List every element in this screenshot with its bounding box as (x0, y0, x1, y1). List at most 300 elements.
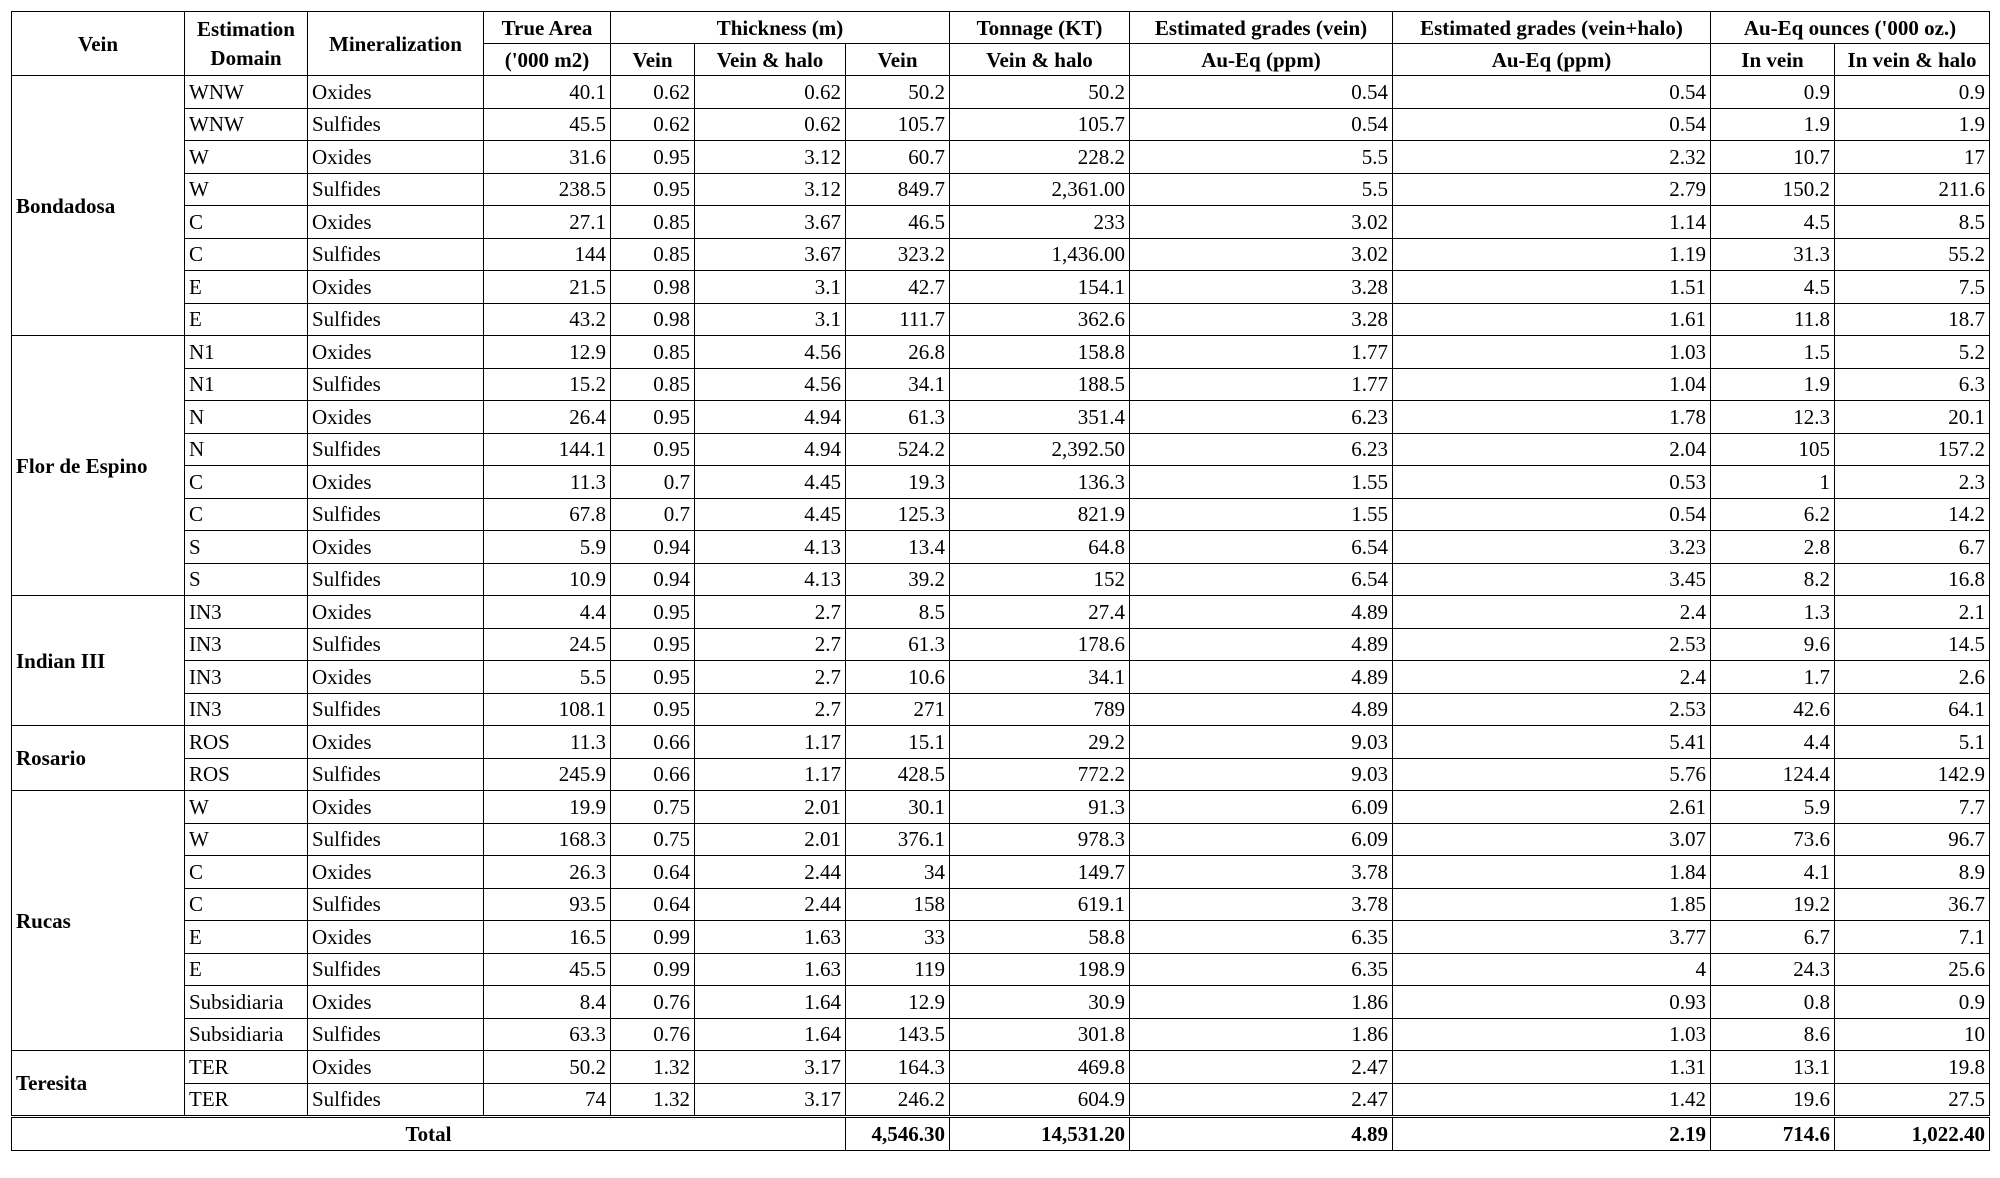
mineralization-cell: Oxides (308, 986, 484, 1019)
true-area-cell: 50.2 (484, 1051, 611, 1084)
grade-vein-cell: 6.54 (1130, 563, 1393, 596)
ounces-in-vein-halo-cell: 19.8 (1835, 1051, 1990, 1084)
total-tonnage-vein: 4,546.30 (846, 1117, 950, 1151)
estimation-domain-cell: IN3 (185, 661, 308, 694)
true-area-cell: 24.5 (484, 628, 611, 661)
true-area-cell: 168.3 (484, 823, 611, 856)
table-row (12, 888, 1990, 921)
grade-vein-cell: 4.89 (1130, 596, 1393, 629)
grade-vein-cell: 3.78 (1130, 856, 1393, 889)
mineralization-cell: Oxides (308, 141, 484, 174)
tonnage-vein-cell: 10.6 (846, 661, 950, 694)
thickness-vein-halo-cell: 1.64 (695, 986, 846, 1019)
thickness-vein-cell: 0.95 (611, 693, 695, 726)
estimation-domain-cell: C (185, 856, 308, 889)
tonnage-vein-cell: 428.5 (846, 758, 950, 791)
mineralization-cell: Oxides (308, 791, 484, 824)
thickness-vein-cell: 0.76 (611, 1018, 695, 1051)
tonnage-vein-cell: 50.2 (846, 76, 950, 109)
grade-vein-halo-cell: 3.07 (1393, 823, 1711, 856)
ounces-in-vein-cell: 13.1 (1711, 1051, 1835, 1084)
estimation-domain-cell: Subsidiaria (185, 986, 308, 1019)
tonnage-vein-cell: 524.2 (846, 433, 950, 466)
true-area-cell: 108.1 (484, 693, 611, 726)
thickness-vein-cell: 0.62 (611, 76, 695, 109)
header-mineralization: Mineralization (308, 12, 484, 76)
ounces-in-vein-cell: 105 (1711, 433, 1835, 466)
thickness-vein-cell: 0.95 (611, 401, 695, 434)
grade-vein-halo-cell: 2.04 (1393, 433, 1711, 466)
estimation-domain-cell: TER (185, 1083, 308, 1117)
ounces-in-vein-cell: 0.8 (1711, 986, 1835, 1019)
ounces-in-vein-halo-cell: 5.1 (1835, 726, 1990, 759)
thickness-vein-halo-cell: 1.63 (695, 921, 846, 954)
estimation-domain-cell: W (185, 141, 308, 174)
ounces-in-vein-halo-cell: 7.1 (1835, 921, 1990, 954)
ounces-in-vein-cell: 42.6 (1711, 693, 1835, 726)
mineralization-cell: Oxides (308, 596, 484, 629)
tonnage-vein-halo-cell: 27.4 (950, 596, 1130, 629)
tonnage-vein-halo-cell: 351.4 (950, 401, 1130, 434)
ounces-in-vein-halo-cell: 211.6 (1835, 173, 1990, 206)
grade-vein-cell: 1.86 (1130, 1018, 1393, 1051)
ounces-in-vein-halo-cell: 36.7 (1835, 888, 1990, 921)
grade-vein-cell: 6.09 (1130, 823, 1393, 856)
mineralization-cell: Oxides (308, 401, 484, 434)
grade-vein-halo-cell: 1.03 (1393, 336, 1711, 369)
thickness-vein-cell: 0.99 (611, 953, 695, 986)
estimation-domain-cell: N (185, 433, 308, 466)
mineralization-cell: Sulfides (308, 888, 484, 921)
thickness-vein-cell: 0.95 (611, 173, 695, 206)
grade-vein-cell: 3.28 (1130, 303, 1393, 336)
estimation-domain-cell: WNW (185, 76, 308, 109)
true-area-cell: 5.5 (484, 661, 611, 694)
grade-vein-cell: 2.47 (1130, 1051, 1393, 1084)
total-tonnage-vein-halo: 14,531.20 (950, 1117, 1130, 1151)
mineralization-cell: Sulfides (308, 628, 484, 661)
grade-vein-cell: 6.23 (1130, 401, 1393, 434)
grade-vein-halo-cell: 1.85 (1393, 888, 1711, 921)
grade-vein-halo-cell: 1.84 (1393, 856, 1711, 889)
tonnage-vein-cell: 849.7 (846, 173, 950, 206)
grade-vein-cell: 9.03 (1130, 726, 1393, 759)
thickness-vein-halo-cell: 4.56 (695, 336, 846, 369)
ounces-in-vein-cell: 31.3 (1711, 238, 1835, 271)
grade-vein-cell: 4.89 (1130, 693, 1393, 726)
ounces-in-vein-cell: 1 (1711, 466, 1835, 499)
thickness-vein-halo-cell: 4.45 (695, 466, 846, 499)
mineralization-cell: Sulfides (308, 368, 484, 401)
grade-vein-halo-cell: 0.54 (1393, 108, 1711, 141)
mineralization-cell: Sulfides (308, 758, 484, 791)
ounces-in-vein-halo-cell: 10 (1835, 1018, 1990, 1051)
tonnage-vein-cell: 164.3 (846, 1051, 950, 1084)
tonnage-vein-halo-cell: 158.8 (950, 336, 1130, 369)
table-row (12, 368, 1990, 401)
thickness-vein-cell: 0.85 (611, 206, 695, 239)
header-tonnage-vein: Vein (846, 44, 950, 76)
thickness-vein-cell: 0.64 (611, 888, 695, 921)
thickness-vein-halo-cell: 2.01 (695, 791, 846, 824)
estimation-domain-cell: S (185, 531, 308, 564)
ounces-in-vein-halo-cell: 25.6 (1835, 953, 1990, 986)
header-true-area-unit: ('000 m2) (484, 44, 611, 76)
vein-name-cell: Rucas (12, 791, 185, 1051)
vein-name-cell: Indian III (12, 596, 185, 726)
grade-vein-halo-cell: 0.54 (1393, 498, 1711, 531)
table-row (12, 173, 1990, 206)
grade-vein-halo-cell: 3.45 (1393, 563, 1711, 596)
thickness-vein-cell: 0.7 (611, 498, 695, 531)
tonnage-vein-cell: 46.5 (846, 206, 950, 239)
ounces-in-vein-halo-cell: 27.5 (1835, 1083, 1990, 1117)
ounces-in-vein-halo-cell: 157.2 (1835, 433, 1990, 466)
mineralization-cell: Sulfides (308, 953, 484, 986)
estimation-domain-cell: IN3 (185, 596, 308, 629)
true-area-cell: 45.5 (484, 108, 611, 141)
true-area-cell: 67.8 (484, 498, 611, 531)
tonnage-vein-halo-cell: 136.3 (950, 466, 1130, 499)
tonnage-vein-halo-cell: 64.8 (950, 531, 1130, 564)
tonnage-vein-halo-cell: 50.2 (950, 76, 1130, 109)
ounces-in-vein-halo-cell: 14.2 (1835, 498, 1990, 531)
table-row (12, 953, 1990, 986)
table-row (12, 271, 1990, 304)
mineralization-cell: Sulfides (308, 433, 484, 466)
thickness-vein-cell: 0.7 (611, 466, 695, 499)
tonnage-vein-halo-cell: 469.8 (950, 1051, 1130, 1084)
table-row (12, 823, 1990, 856)
thickness-vein-halo-cell: 2.44 (695, 888, 846, 921)
grade-vein-cell: 6.35 (1130, 953, 1393, 986)
tonnage-vein-halo-cell: 821.9 (950, 498, 1130, 531)
tonnage-vein-cell: 60.7 (846, 141, 950, 174)
grade-vein-cell: 3.78 (1130, 888, 1393, 921)
thickness-vein-halo-cell: 3.12 (695, 173, 846, 206)
table-row (12, 1051, 1990, 1084)
table-row (12, 336, 1990, 369)
grade-vein-halo-cell: 1.19 (1393, 238, 1711, 271)
ounces-in-vein-cell: 19.6 (1711, 1083, 1835, 1117)
true-area-cell: 10.9 (484, 563, 611, 596)
mineralization-cell: Oxides (308, 271, 484, 304)
grade-vein-cell: 6.09 (1130, 791, 1393, 824)
true-area-cell: 5.9 (484, 531, 611, 564)
table-row (12, 661, 1990, 694)
total-grade-vein: 4.89 (1130, 1117, 1393, 1151)
true-area-cell: 45.5 (484, 953, 611, 986)
tonnage-vein-halo-cell: 58.8 (950, 921, 1130, 954)
thickness-vein-cell: 0.95 (611, 596, 695, 629)
true-area-cell: 11.3 (484, 726, 611, 759)
tonnage-vein-cell: 246.2 (846, 1083, 950, 1117)
thickness-vein-cell: 0.95 (611, 661, 695, 694)
grade-vein-halo-cell: 0.53 (1393, 466, 1711, 499)
tonnage-vein-halo-cell: 198.9 (950, 953, 1130, 986)
header-ounces: Au-Eq ounces ('000 oz.) (1711, 12, 1990, 44)
ounces-in-vein-halo-cell: 55.2 (1835, 238, 1990, 271)
thickness-vein-cell: 0.95 (611, 433, 695, 466)
grade-vein-halo-cell: 1.14 (1393, 206, 1711, 239)
tonnage-vein-cell: 8.5 (846, 596, 950, 629)
tonnage-vein-cell: 19.3 (846, 466, 950, 499)
ounces-in-vein-cell: 2.8 (1711, 531, 1835, 564)
tonnage-vein-halo-cell: 152 (950, 563, 1130, 596)
ounces-in-vein-cell: 8.2 (1711, 563, 1835, 596)
true-area-cell: 26.4 (484, 401, 611, 434)
true-area-cell: 238.5 (484, 173, 611, 206)
table-row (12, 791, 1990, 824)
thickness-vein-halo-cell: 4.45 (695, 498, 846, 531)
ounces-in-vein-halo-cell: 64.1 (1835, 693, 1990, 726)
mineralization-cell: Sulfides (308, 1083, 484, 1117)
ounces-in-vein-cell: 11.8 (1711, 303, 1835, 336)
header-true-area: True Area (484, 12, 611, 44)
table-row (12, 76, 1990, 109)
thickness-vein-cell: 0.76 (611, 986, 695, 1019)
grade-vein-halo-cell: 0.54 (1393, 76, 1711, 109)
thickness-vein-cell: 0.75 (611, 791, 695, 824)
estimation-domain-cell: C (185, 238, 308, 271)
tonnage-vein-cell: 13.4 (846, 531, 950, 564)
vein-name-cell: Flor de Espino (12, 336, 185, 596)
tonnage-vein-cell: 42.7 (846, 271, 950, 304)
header-grades-vein-unit: Au-Eq (ppm) (1130, 44, 1393, 76)
estimation-domain-cell: WNW (185, 108, 308, 141)
tonnage-vein-cell: 271 (846, 693, 950, 726)
thickness-vein-halo-cell: 2.7 (695, 596, 846, 629)
grade-vein-halo-cell: 2.4 (1393, 596, 1711, 629)
ounces-in-vein-cell: 19.2 (1711, 888, 1835, 921)
grade-vein-cell: 3.28 (1130, 271, 1393, 304)
estimation-domain-cell: W (185, 791, 308, 824)
grade-vein-halo-cell: 5.41 (1393, 726, 1711, 759)
tonnage-vein-cell: 143.5 (846, 1018, 950, 1051)
tonnage-vein-cell: 105.7 (846, 108, 950, 141)
thickness-vein-halo-cell: 2.44 (695, 856, 846, 889)
tonnage-vein-halo-cell: 619.1 (950, 888, 1130, 921)
estimation-domain-cell: E (185, 953, 308, 986)
grade-vein-cell: 0.54 (1130, 108, 1393, 141)
tonnage-vein-cell: 61.3 (846, 628, 950, 661)
thickness-vein-halo-cell: 4.94 (695, 433, 846, 466)
grade-vein-cell: 5.5 (1130, 141, 1393, 174)
tonnage-vein-cell: 158 (846, 888, 950, 921)
grade-vein-cell: 3.02 (1130, 238, 1393, 271)
estimation-domain-cell: W (185, 823, 308, 856)
grade-vein-halo-cell: 0.93 (1393, 986, 1711, 1019)
table-row (12, 1018, 1990, 1051)
thickness-vein-cell: 0.62 (611, 108, 695, 141)
tonnage-vein-halo-cell: 91.3 (950, 791, 1130, 824)
grade-vein-halo-cell: 3.77 (1393, 921, 1711, 954)
tonnage-vein-halo-cell: 2,361.00 (950, 173, 1130, 206)
tonnage-vein-halo-cell: 188.5 (950, 368, 1130, 401)
thickness-vein-cell: 0.75 (611, 823, 695, 856)
ounces-in-vein-cell: 4.5 (1711, 206, 1835, 239)
ounces-in-vein-halo-cell: 8.5 (1835, 206, 1990, 239)
table-row (12, 433, 1990, 466)
ounces-in-vein-cell: 24.3 (1711, 953, 1835, 986)
ounces-in-vein-cell: 8.6 (1711, 1018, 1835, 1051)
mineralization-cell: Sulfides (308, 303, 484, 336)
ounces-in-vein-cell: 73.6 (1711, 823, 1835, 856)
estimation-domain-cell: N (185, 401, 308, 434)
ounces-in-vein-cell: 1.5 (1711, 336, 1835, 369)
tonnage-vein-cell: 376.1 (846, 823, 950, 856)
true-area-cell: 16.5 (484, 921, 611, 954)
true-area-cell: 74 (484, 1083, 611, 1117)
ounces-in-vein-cell: 124.4 (1711, 758, 1835, 791)
ounces-in-vein-halo-cell: 18.7 (1835, 303, 1990, 336)
total-ounces-in-vein-halo: 1,022.40 (1835, 1117, 1990, 1151)
tonnage-vein-cell: 34.1 (846, 368, 950, 401)
grade-vein-cell: 6.35 (1130, 921, 1393, 954)
grade-vein-halo-cell: 2.79 (1393, 173, 1711, 206)
header-thickness-vein: Vein (611, 44, 695, 76)
tonnage-vein-halo-cell: 233 (950, 206, 1130, 239)
table-footer (12, 1117, 1990, 1151)
vein-name-cell: Bondadosa (12, 76, 185, 336)
tonnage-vein-halo-cell: 228.2 (950, 141, 1130, 174)
thickness-vein-halo-cell: 3.67 (695, 206, 846, 239)
true-area-cell: 93.5 (484, 888, 611, 921)
grade-vein-halo-cell: 4 (1393, 953, 1711, 986)
ounces-in-vein-halo-cell: 6.3 (1835, 368, 1990, 401)
mineralization-cell: Oxides (308, 466, 484, 499)
table-row (12, 531, 1990, 564)
ounces-in-vein-halo-cell: 142.9 (1835, 758, 1990, 791)
grade-vein-cell: 1.86 (1130, 986, 1393, 1019)
thickness-vein-halo-cell: 3.1 (695, 271, 846, 304)
tonnage-vein-halo-cell: 362.6 (950, 303, 1130, 336)
mineralization-cell: Sulfides (308, 173, 484, 206)
header-grades-vein: Estimated grades (vein) (1130, 12, 1393, 44)
ounces-in-vein-cell: 6.2 (1711, 498, 1835, 531)
mineralization-cell: Oxides (308, 336, 484, 369)
tonnage-vein-cell: 26.8 (846, 336, 950, 369)
grade-vein-cell: 6.54 (1130, 531, 1393, 564)
estimation-domain-cell: IN3 (185, 628, 308, 661)
grade-vein-halo-cell: 1.42 (1393, 1083, 1711, 1117)
grade-vein-halo-cell: 2.61 (1393, 791, 1711, 824)
vein-name-cell: Teresita (12, 1051, 185, 1117)
ounces-in-vein-cell: 1.3 (1711, 596, 1835, 629)
tonnage-vein-cell: 15.1 (846, 726, 950, 759)
grade-vein-halo-cell: 3.23 (1393, 531, 1711, 564)
grade-vein-cell: 4.89 (1130, 628, 1393, 661)
grade-vein-halo-cell: 2.32 (1393, 141, 1711, 174)
vein-name-cell: Rosario (12, 726, 185, 791)
true-area-cell: 12.9 (484, 336, 611, 369)
grade-vein-cell: 4.89 (1130, 661, 1393, 694)
ounces-in-vein-halo-cell: 20.1 (1835, 401, 1990, 434)
ounces-in-vein-halo-cell: 2.1 (1835, 596, 1990, 629)
tonnage-vein-halo-cell: 301.8 (950, 1018, 1130, 1051)
table-body (12, 76, 1990, 1117)
ounces-in-vein-halo-cell: 6.7 (1835, 531, 1990, 564)
grade-vein-cell: 9.03 (1130, 758, 1393, 791)
grade-vein-cell: 1.55 (1130, 498, 1393, 531)
grade-vein-cell: 1.77 (1130, 336, 1393, 369)
table-row (12, 726, 1990, 759)
header-tonnage-vein-halo: Vein & halo (950, 44, 1130, 76)
grade-vein-cell: 3.02 (1130, 206, 1393, 239)
tonnage-vein-halo-cell: 149.7 (950, 856, 1130, 889)
ounces-in-vein-halo-cell: 96.7 (1835, 823, 1990, 856)
thickness-vein-halo-cell: 1.17 (695, 758, 846, 791)
header-grades-vein-halo: Estimated grades (vein+halo) (1393, 12, 1711, 44)
mineralization-cell: Oxides (308, 856, 484, 889)
thickness-vein-halo-cell: 3.1 (695, 303, 846, 336)
table-row (12, 466, 1990, 499)
thickness-vein-cell: 0.99 (611, 921, 695, 954)
thickness-vein-cell: 0.94 (611, 531, 695, 564)
estimation-domain-cell: C (185, 888, 308, 921)
true-area-cell: 21.5 (484, 271, 611, 304)
thickness-vein-halo-cell: 0.62 (695, 76, 846, 109)
mineralization-cell: Oxides (308, 1051, 484, 1084)
tonnage-vein-halo-cell: 154.1 (950, 271, 1130, 304)
thickness-vein-halo-cell: 4.94 (695, 401, 846, 434)
table-row (12, 693, 1990, 726)
mineralization-cell: Oxides (308, 531, 484, 564)
header-ounces-in-vein-halo: In vein & halo (1835, 44, 1990, 76)
estimation-domain-cell: TER (185, 1051, 308, 1084)
ounces-in-vein-cell: 150.2 (1711, 173, 1835, 206)
resource-table (11, 11, 1990, 1151)
table-row (12, 563, 1990, 596)
ounces-in-vein-halo-cell: 0.9 (1835, 986, 1990, 1019)
grade-vein-cell: 1.55 (1130, 466, 1393, 499)
mineralization-cell: Oxides (308, 76, 484, 109)
ounces-in-vein-halo-cell: 0.9 (1835, 76, 1990, 109)
tonnage-vein-cell: 61.3 (846, 401, 950, 434)
table-row (12, 1083, 1990, 1117)
ounces-in-vein-cell: 4.1 (1711, 856, 1835, 889)
tonnage-vein-cell: 39.2 (846, 563, 950, 596)
true-area-cell: 19.9 (484, 791, 611, 824)
grade-vein-halo-cell: 5.76 (1393, 758, 1711, 791)
estimation-domain-cell: Subsidiaria (185, 1018, 308, 1051)
thickness-vein-cell: 0.94 (611, 563, 695, 596)
ounces-in-vein-cell: 1.9 (1711, 108, 1835, 141)
tonnage-vein-cell: 34 (846, 856, 950, 889)
estimation-domain-cell: E (185, 303, 308, 336)
estimation-domain-cell: C (185, 498, 308, 531)
ounces-in-vein-cell: 9.6 (1711, 628, 1835, 661)
ounces-in-vein-cell: 6.7 (1711, 921, 1835, 954)
thickness-vein-cell: 0.64 (611, 856, 695, 889)
tonnage-vein-halo-cell: 29.2 (950, 726, 1130, 759)
thickness-vein-halo-cell: 4.13 (695, 531, 846, 564)
mineralization-cell: Sulfides (308, 563, 484, 596)
thickness-vein-cell: 0.98 (611, 303, 695, 336)
table-row (12, 303, 1990, 336)
table-row (12, 401, 1990, 434)
tonnage-vein-cell: 12.9 (846, 986, 950, 1019)
true-area-cell: 11.3 (484, 466, 611, 499)
ounces-in-vein-halo-cell: 17 (1835, 141, 1990, 174)
grade-vein-halo-cell: 1.03 (1393, 1018, 1711, 1051)
mineralization-cell: Sulfides (308, 823, 484, 856)
table-row (12, 856, 1990, 889)
mineralization-cell: Oxides (308, 661, 484, 694)
ounces-in-vein-cell: 5.9 (1711, 791, 1835, 824)
true-area-cell: 26.3 (484, 856, 611, 889)
header-estimation-domain: Estimation Domain (185, 12, 308, 76)
